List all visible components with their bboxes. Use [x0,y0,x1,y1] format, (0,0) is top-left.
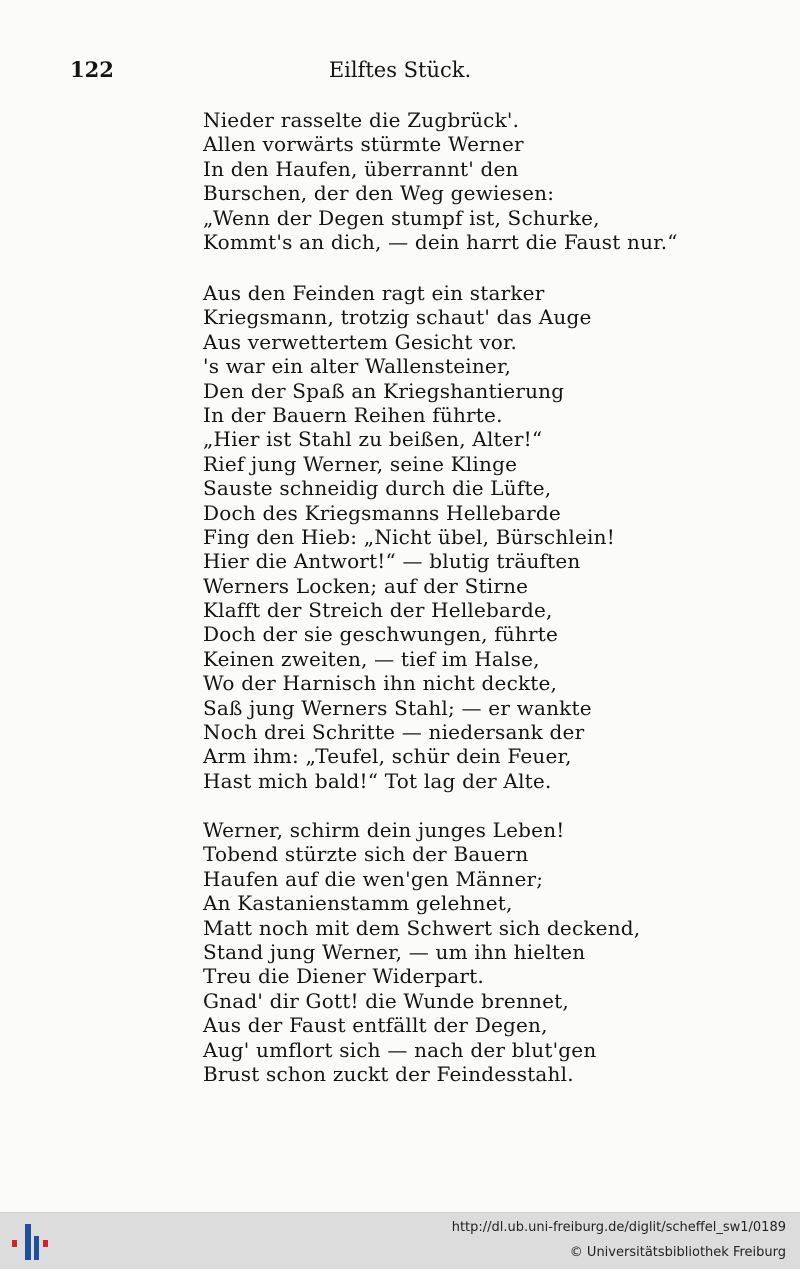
verse-line: Saß jung Werners Stahl; — er wankte [203,695,592,720]
verse-line: Tobend stürzte sich der Bauern [203,842,529,867]
verse-line: Werners Locken; auf der Stirne [203,573,529,598]
verse-line: Kommt's an dich, — dein harrt die Faust nur.“ [203,229,678,254]
verse-line: Fing den Hieb: „Nicht übel, Bürschlein! [203,524,615,549]
stanza-3 [203,818,640,1086]
verse-line: Hier die Antwort!“ — blutig träuften [203,549,581,574]
verse-line: Keinen zweiten, — tief im Halse, [203,646,540,671]
verse-line: Aus verwettertem Gesicht vor. [203,329,518,354]
copyright-notice: © Universitätsbibliothek Freiburg [569,1245,786,1260]
verse-line: 's war ein alter Wallensteiner, [203,354,512,379]
footer-bar [0,1212,800,1269]
verse-line: Sauste schneidig durch die Lüfte, [203,476,552,501]
verse-line: Noch drei Schritte — niedersank der [203,720,585,745]
verse-line: Hast mich bald!“ Tot lag der Alte. [203,768,552,793]
running-head: Eilftes Stück. [328,58,472,82]
verse-line: Burschen, der den Weg gewiesen: [203,181,555,206]
verse-line: Aug' umflort sich — nach der blut'gen [203,1037,597,1062]
permalink-url[interactable]: http://dl.ub.uni-freiburg.de/diglit/scheffel_sw1/0189 [451,1220,786,1235]
logo-bar-left [12,1240,17,1247]
verse-line: Brust schon zuckt der Feindesstahl. [203,1061,574,1086]
verse-line: An Kastanienstamm gelehnet, [203,891,513,916]
verse-line: Arm ihm: „Teufel, schür dein Feuer, [203,744,572,769]
verse-line: Kriegsmann, trotzig schaut' das Auge [203,305,592,330]
verse-line: In den Haufen, überrannt' den [203,156,519,181]
verse-line: Doch des Kriegsmanns Hellebarde [203,500,561,525]
verse-line: „Hier ist Stahl zu beißen, Alter!“ [203,427,543,452]
logo-bar-center-lower [34,1236,39,1260]
verse-line: Stand jung Werner, — um ihn hielten [203,939,586,964]
page-number: 122 [70,57,114,82]
verse-line: Matt noch mit dem Schwert sich deckend, [203,915,641,940]
verse-line: Klafft der Streich der Hellebarde, [203,598,553,623]
verse-line: Aus den Feinden ragt ein starker [203,281,545,305]
ub-freiburg-logo-icon [10,1222,50,1262]
logo-bar-center [25,1224,31,1260]
verse-line: In der Bauern Reihen führte. [203,402,503,427]
verse-line: Gnad' dir Gott! die Wunde brennet, [203,988,569,1013]
verse-line: Rief jung Werner, seine Klinge [203,451,518,476]
verse-line: Haufen auf die wen'gen Männer; [203,866,544,891]
verse-line: Werner, schirm dein junges Leben! [203,818,565,842]
verse-line: Allen vorwärts stürmte Werner [203,132,524,157]
stanza-2 [203,281,615,793]
stanza-1 [203,108,678,254]
verse-line: Wo der Harnisch ihn nicht deckte, [203,671,558,696]
logo-bar-right [43,1240,48,1247]
verse-line: Den der Spaß an Kriegshantierung [203,378,565,403]
verse-line: „Wenn der Degen stumpf ist, Schurke, [203,205,600,230]
verse-line: Doch der sie geschwungen, führte [203,622,559,647]
verse-line: Nieder rasselte die Zugbrück'. [203,108,520,132]
verse-line: Treu die Diener Widerpart. [203,964,484,989]
verse-line: Aus der Faust entfällt der Degen, [203,1013,548,1038]
